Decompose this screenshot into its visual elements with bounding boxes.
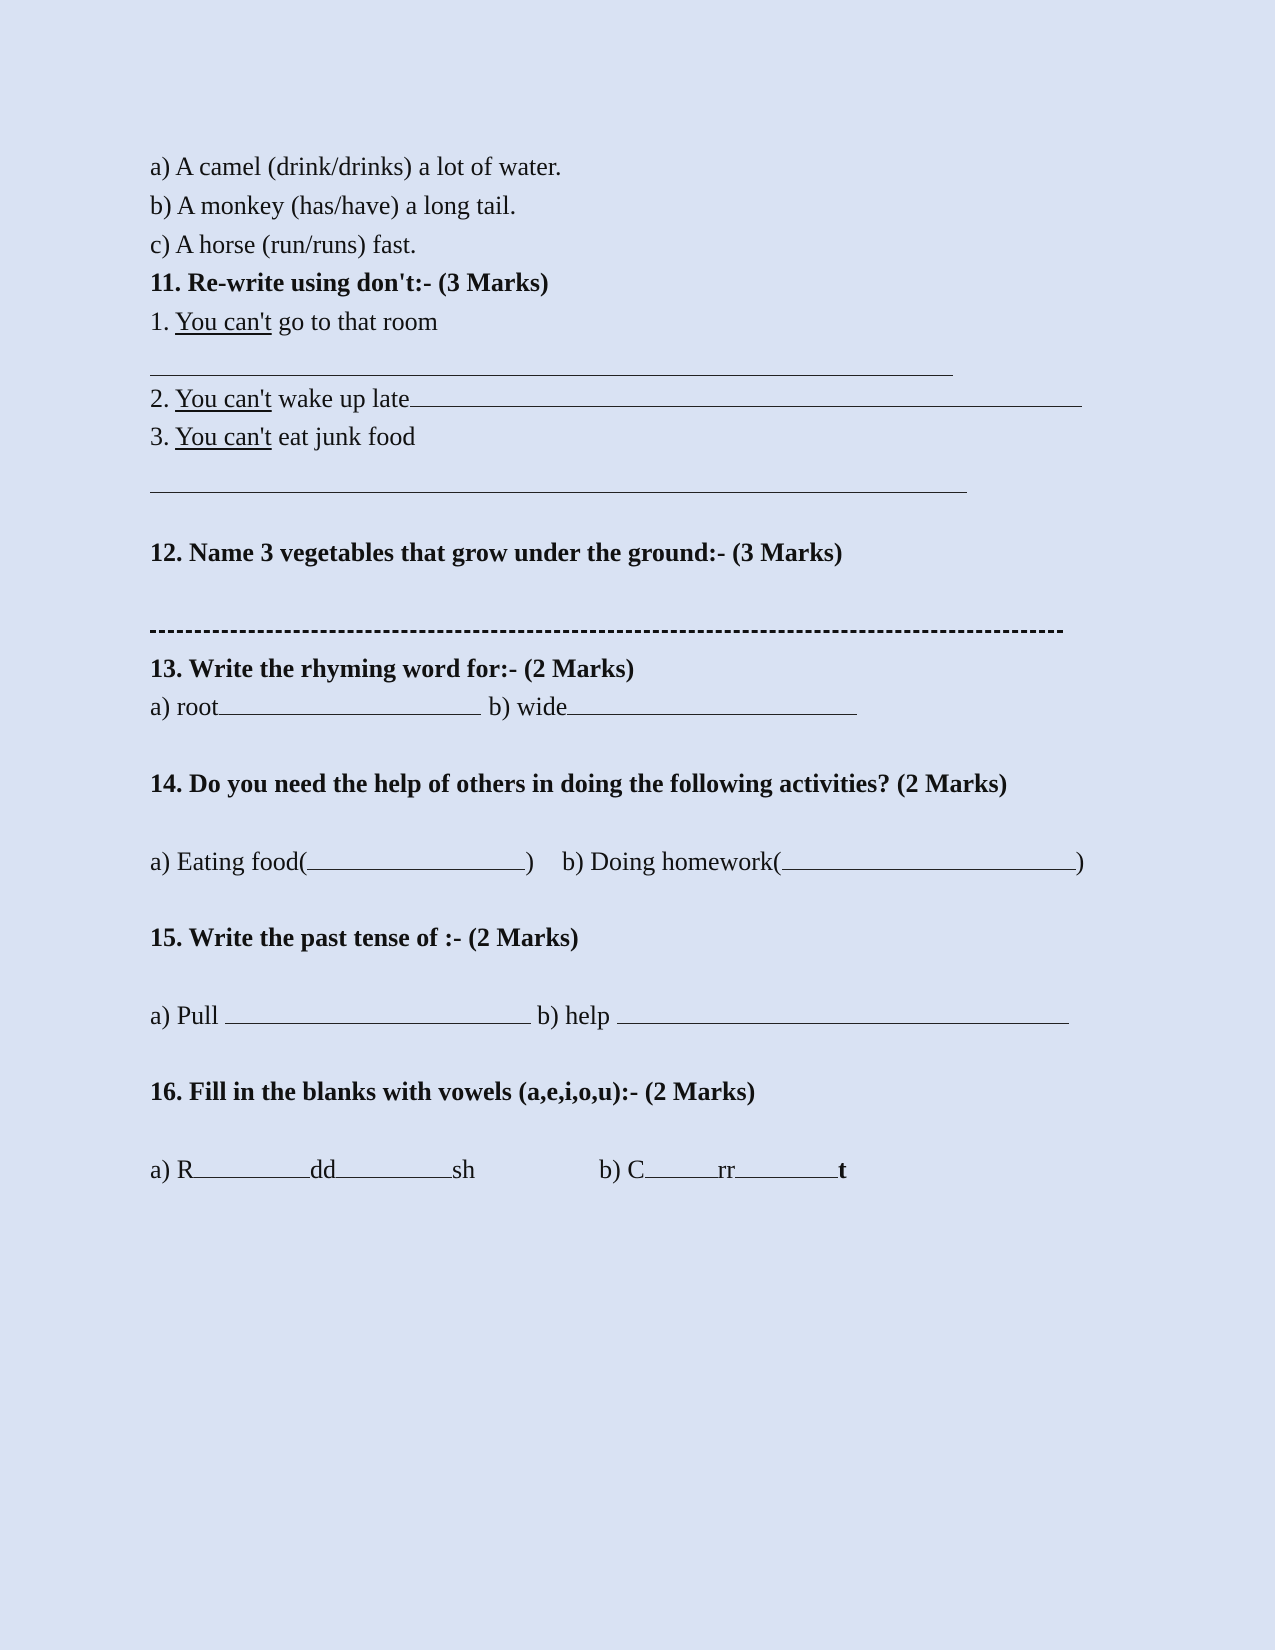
q12-heading: 12. Name 3 vegetables that grow under the ground:- (3 Marks) bbox=[150, 538, 843, 567]
q15-answers bbox=[150, 1000, 1069, 1032]
q12-answer-line[interactable] bbox=[150, 630, 1063, 633]
q16-a-prefix: a) R bbox=[150, 1155, 195, 1184]
q15-a-blank[interactable] bbox=[225, 1001, 531, 1024]
q11-item-2 bbox=[150, 383, 1082, 415]
q10-item-a: a) A camel (drink/drinks) a lot of water. bbox=[150, 152, 562, 181]
q11-item-2-underlined: You can't bbox=[175, 384, 272, 413]
q13-b-label: b) wide bbox=[488, 692, 568, 721]
q15-b-label: b) help bbox=[537, 1001, 611, 1030]
q16-a-mid: dd bbox=[310, 1155, 337, 1184]
q16-b-mid: rr bbox=[717, 1155, 735, 1184]
q15-heading: 15. Write the past tense of :- (2 Marks) bbox=[150, 923, 579, 952]
q16-heading: 16. Fill in the blanks with vowels (a,e,i,o,u):- (2 Marks) bbox=[150, 1077, 756, 1106]
q11-item-3-num: 3. bbox=[150, 422, 170, 451]
q14-b-blank[interactable] bbox=[782, 847, 1076, 870]
q16-a-end: sh bbox=[452, 1155, 476, 1184]
q15-a-label: a) Pull bbox=[150, 1001, 219, 1030]
q14-a-blank[interactable] bbox=[307, 847, 525, 870]
q10-item-c: c) A horse (run/runs) fast. bbox=[150, 230, 417, 259]
q16-b-end: t bbox=[838, 1155, 847, 1184]
q10-item-b: b) A monkey (has/have) a long tail. bbox=[150, 191, 517, 220]
q11-item-1-underlined: You can't bbox=[175, 307, 272, 336]
q13-a-label: a) root bbox=[150, 692, 219, 721]
q15-b-blank[interactable] bbox=[617, 1001, 1069, 1024]
q13-answers bbox=[150, 691, 857, 723]
q11-heading: 11. Re-write using don't:- (3 Marks) bbox=[150, 268, 549, 297]
q16-b-blank-2[interactable] bbox=[735, 1155, 838, 1178]
q11-answer-line-2[interactable] bbox=[410, 384, 1082, 407]
q14-b-label: b) Doing homework( bbox=[562, 847, 782, 876]
q16-b-blank-1[interactable] bbox=[645, 1155, 718, 1178]
q11-item-2-rest: wake up late bbox=[278, 384, 410, 413]
q13-heading: 13. Write the rhyming word for:- (2 Marks) bbox=[150, 654, 635, 683]
q11-item-2-num: 2. bbox=[150, 384, 170, 413]
q11-item-3-rest: eat junk food bbox=[278, 422, 416, 451]
q11-item-3 bbox=[150, 421, 415, 453]
q16-a-blank-2[interactable] bbox=[336, 1155, 452, 1178]
q13-a-blank[interactable] bbox=[219, 692, 481, 715]
q11-item-1-rest: go to that room bbox=[278, 307, 438, 336]
q14-a-label: a) Eating food( bbox=[150, 847, 308, 876]
q11-answer-line-1[interactable] bbox=[150, 375, 953, 376]
q14-heading: 14. Do you need the help of others in doing the following activities? (2 Marks) bbox=[150, 769, 1008, 798]
q16-answers bbox=[150, 1154, 847, 1186]
q11-item-1-num: 1. bbox=[150, 307, 170, 336]
q14-a-close: ) bbox=[525, 847, 535, 876]
q16-b-prefix: b) C bbox=[599, 1155, 645, 1184]
q16-a-blank-1[interactable] bbox=[194, 1155, 310, 1178]
q14-answers bbox=[150, 846, 1084, 878]
q13-b-blank[interactable] bbox=[567, 692, 857, 715]
q11-answer-line-3[interactable] bbox=[150, 492, 967, 493]
q14-b-close: ) bbox=[1075, 847, 1085, 876]
q11-item-3-underlined: You can't bbox=[175, 422, 272, 451]
q11-item-1 bbox=[150, 306, 438, 338]
